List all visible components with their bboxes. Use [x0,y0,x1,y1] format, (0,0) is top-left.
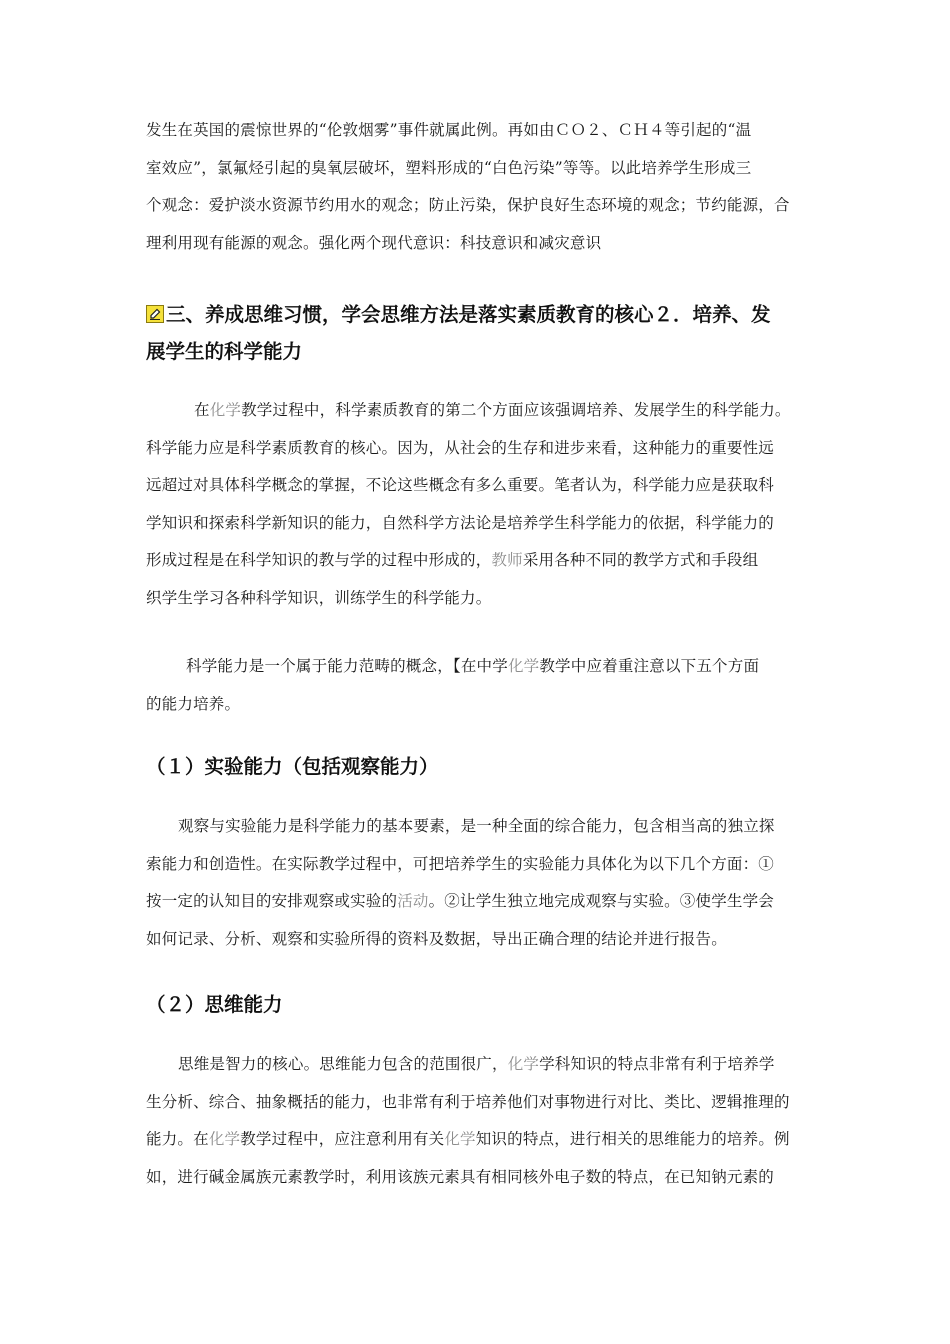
text-line: 室效应”，氯氟烃引起的臭氧层破坏，塑料形成的“白色污染”等等。以此培养学生形成三 [146,158,752,177]
text-line: 科学能力是一个属于能力范畴的概念，【在中学化学教学中应着重注意以下五个方面 [186,657,760,675]
heading-line [146,296,826,333]
paragraph-environment [146,112,811,262]
text-line: 索能力和创造性。在实际教学过程中，可把培养学生的实验能力具体化为以下几个方面：① [146,854,775,873]
text-line: 按一定的认知目的安排观察或实验的活动。②让学生独立地完成观察与实验。③使学生学会 [146,892,775,910]
subheading-thinking-ability: （２）思维能力 [146,993,283,1016]
text-line: 学知识和探索科学新知识的能力，自然科学方法论是培养学生科学能力的依据，科学能力的 [146,513,775,532]
text-line: 如何记录、分析、观察和实验所得的资料及数据，导出正确合理的结论并进行报告。 [146,929,727,948]
edit-note-icon[interactable] [146,305,164,323]
subheading-experiment-ability: （１）实验能力（包括观察能力） [146,755,439,778]
text-line: 远超过对具体科学概念的掌握，不论这些概念有多么重要。笔者认为，科学能力应是获取科 [146,476,775,494]
link-chemistry[interactable]: 化学 [507,1055,540,1073]
link-chemistry[interactable]: 化学 [444,1130,476,1148]
text-line: 能力。在化学教学过程中，应注意利用有关化学知识的特点，进行相关的思维能力的培养。例 [146,1130,790,1148]
text-line: 发生在英国的震惊世界的“伦敦烟雾”事件就属此例。再如由ＣＯ２、ＣＨ４等引起的“温 [146,121,752,139]
link-activity[interactable]: 活动 [397,892,429,910]
text-line: 观察与实验能力是科学能力的基本要素，是一种全面的综合能力，包含相当高的独立探 [178,817,775,835]
heading-text-continued: 展学生的科学能力 [146,340,303,363]
link-teacher[interactable]: 教师 [491,551,523,569]
paragraph-five-abilities [146,648,811,723]
text-line: 理利用现有能源的观念。强化两个现代意识：科技意识和减灾意识 [146,233,602,252]
text-line: 的能力培养。 [146,694,241,713]
paragraph-thinking [146,1046,811,1196]
text-line: 科学能力应是科学素质教育的核心。因为，从社会的生存和进步来看，这种能力的重要性远 [146,438,775,457]
text-line: 个观念：爱护淡水资源节约用水的观念；防止污染，保护良好生态环境的观念；节约能源，合 [146,196,790,214]
text-line: 在化学教学过程中，科学素质教育的第二个方面应该强调培养、发展学生的科学能力。 [194,401,791,419]
text-line: 织学生学习各种科学知识，训练学生的科学能力。 [146,588,492,607]
heading-text: 三、养成思维习惯，学会思维方法是落实素质教育的核心２．培养、发 [166,303,771,326]
link-chemistry[interactable]: 化学 [209,401,242,419]
link-chemistry[interactable]: 化学 [208,1130,241,1148]
text-line: 生分析、综合、抽象概括的能力，也非常有利于培养他们对事物进行对比、类比、逻辑推理的 [146,1092,790,1111]
paragraph-experiment [146,808,811,958]
paragraph-science-ability [146,392,811,617]
text-line: 如，进行碱金属族元素教学时，利用该族元素具有相同核外电子数的特点，在已知钠元素的 [146,1167,775,1186]
link-chemistry[interactable]: 化学 [507,657,540,675]
section-heading-three [146,296,826,370]
text-line: 思维是智力的核心。思维能力包含的范围很广，化学学科知识的特点非常有利于培养学 [178,1055,775,1073]
text-line: 形成过程是在科学知识的教与学的过程中形成的，教师采用各种不同的教学方式和手段组 [146,551,759,569]
